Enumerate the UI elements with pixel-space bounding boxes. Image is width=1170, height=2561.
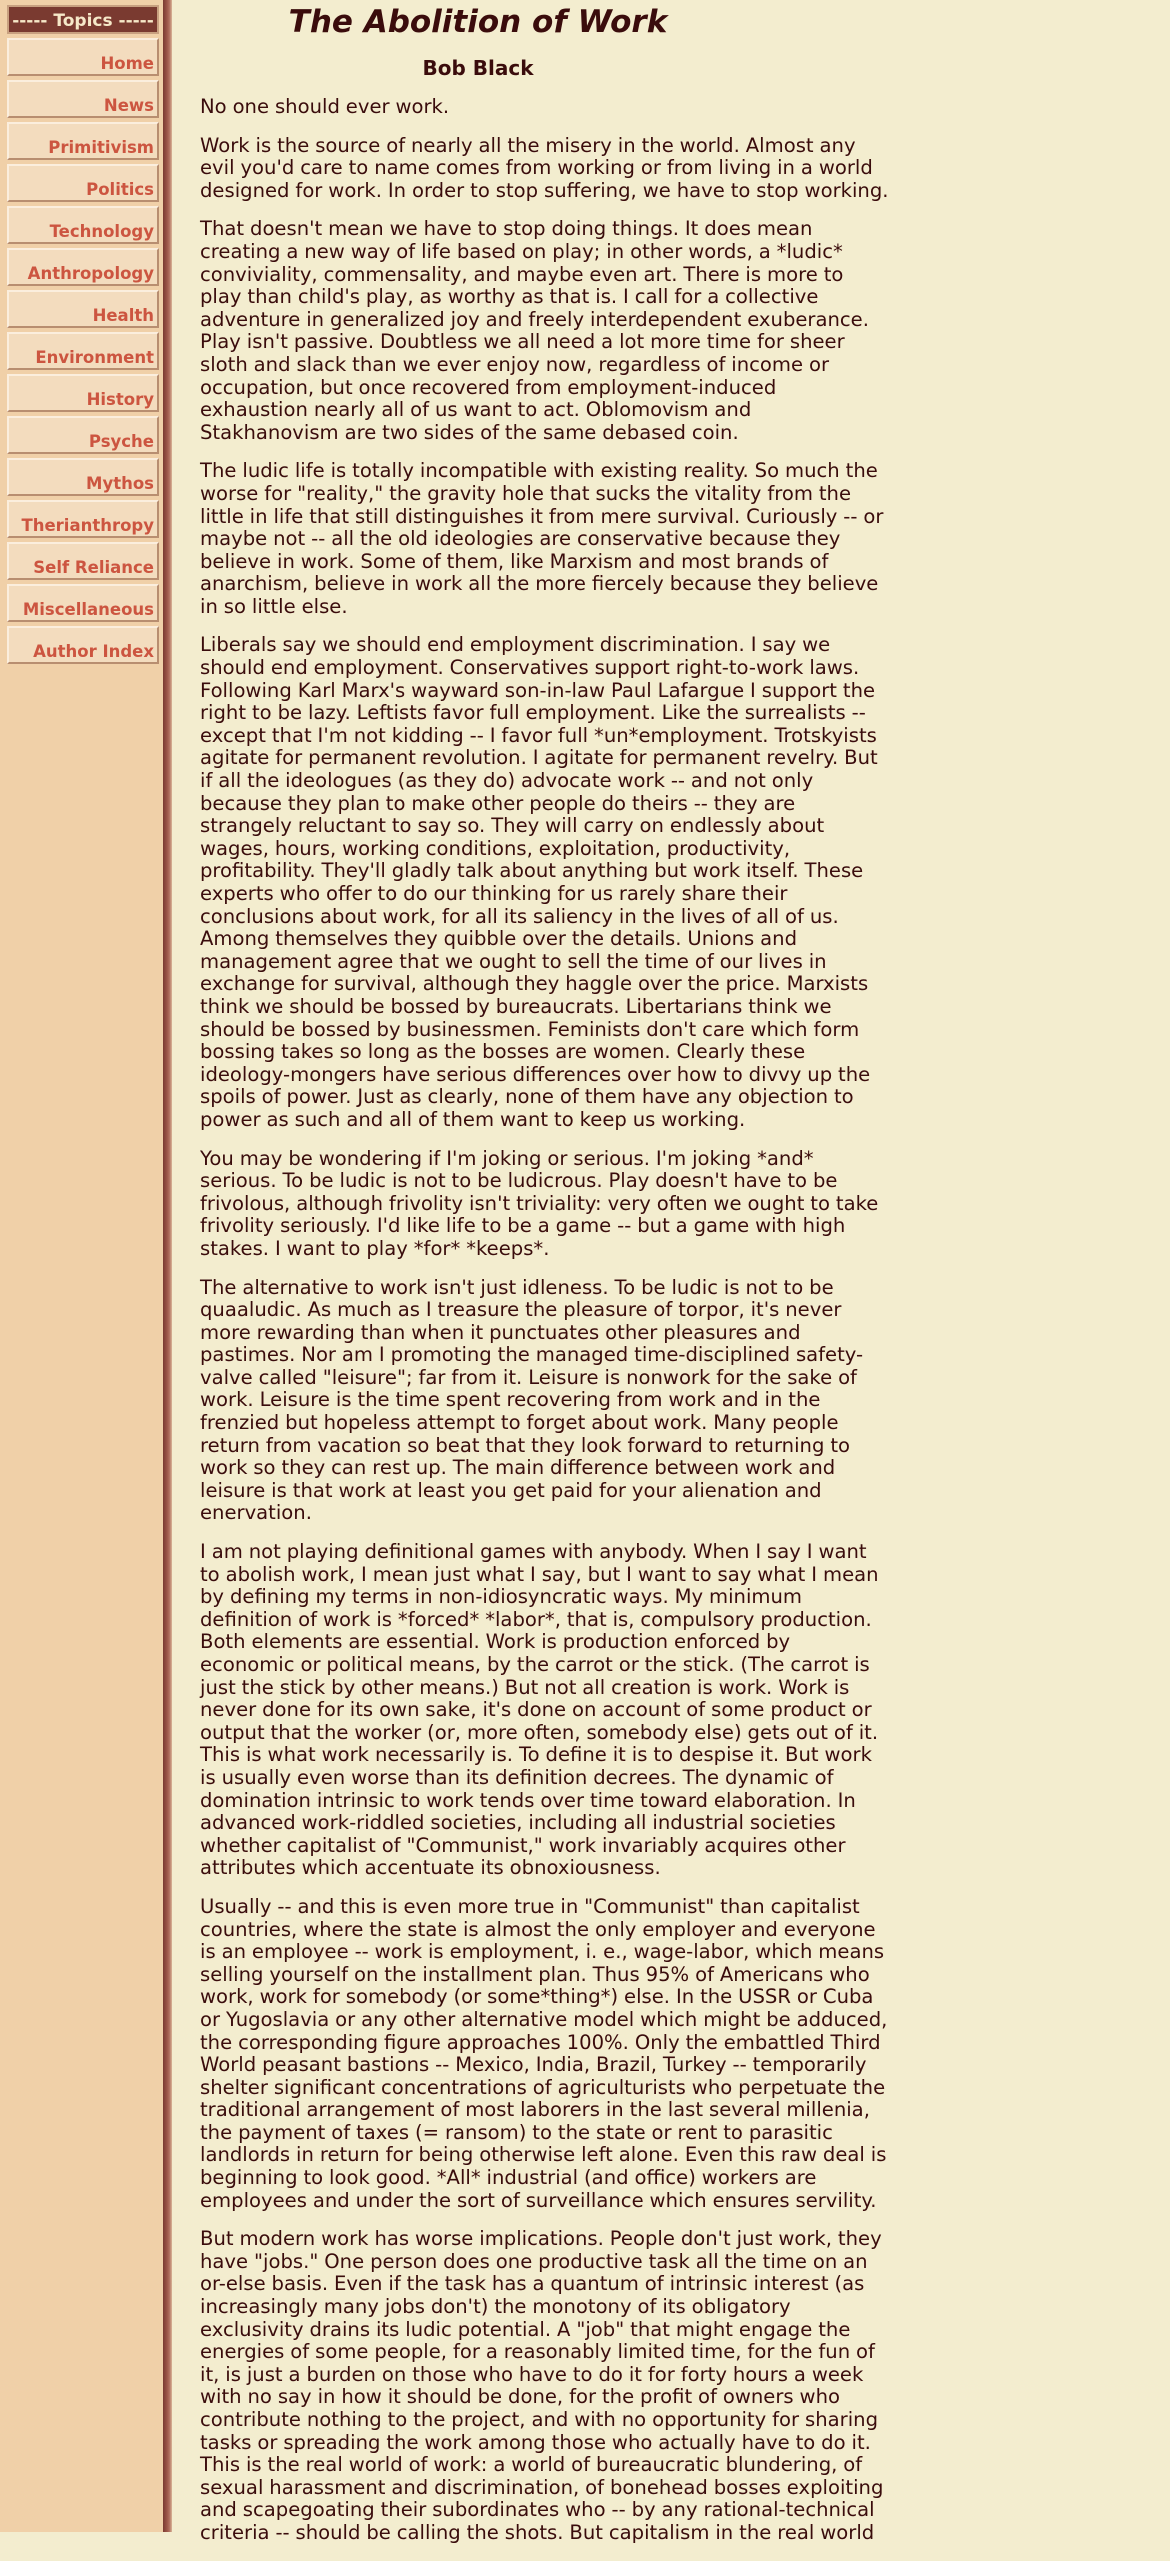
sidebar-item-author-index[interactable]	[7, 626, 159, 664]
paragraph: The alternative to work isn't just idleness. To be ludic is not to be quaaludic. As much as I treasure the pleasure of torpor, it's never more rewarding than when it punctuates other pleasures and pastimes. Nor am I promoting the managed time-disciplined safety-valve called "leisure"; far from it. Leisure is nonwork for the sake of work. Leisure is the time spent recovering from work and in the frenzied but hopeless attempt to forget about work. Many people return from vacation so beat that they look forward to returning to work so they can rest up. The main difference between work and leisure is that work at least you get paid for your alienation and enervation.	[200, 1275, 864, 1525]
paragraph: The ludic life is totally incompatible with existing reality. So much the worse for "reality," the gravity hole that sucks the vitality from the little in life that still distinguishes it from mere survival. Curiously -- or maybe not -- all the old ideologies are conservative because they believe in work. Some of them, like Marxism and most brands of anarchism, believe in work all the more fiercely because they believe in so little else.	[200, 459, 884, 618]
topics-header: ----- Topics -----	[7, 5, 159, 34]
sidebar-item-label[interactable]: Mythos	[86, 474, 154, 493]
sidebar-item-environment[interactable]	[7, 332, 159, 370]
sidebar-item-label[interactable]: Psyche	[88, 432, 154, 451]
sidebar-item-news[interactable]	[7, 80, 159, 118]
sidebar-item-label[interactable]: Self Reliance	[33, 558, 154, 577]
sidebar-item-therianthropy[interactable]	[7, 500, 159, 538]
sidebar-item-technology[interactable]	[7, 206, 159, 244]
sidebar-item-label[interactable]: History	[86, 390, 154, 409]
sidebar-item-label[interactable]: Author Index	[33, 642, 154, 661]
sidebar-item-label[interactable]: Miscellaneous	[22, 600, 154, 619]
sidebar-item-label[interactable]: Therianthropy	[21, 516, 154, 535]
author-name: Bob Black	[422, 56, 534, 80]
paragraph: You may be wondering if I'm joking or serious. I'm joking *and* serious. To be ludic is not to be ludicrous. Play doesn't have to be frivolous, although frivolity isn't triviality: very often we ought to take frivolity seriously. I'd like life to be a game -- but a game with high stakes. I want to play *for* *keeps*.	[200, 1146, 879, 1260]
sidebar-item-anthropology[interactable]	[7, 248, 159, 286]
sidebar-divider	[163, 0, 172, 2532]
paragraph: Usually -- and this is even more true in "Communist" than capitalist countries, where the state is almost the only employer and everyone is an employee -- work is employment, i. e., wage-labor, which means selling yourself on the installment plan. Thus 95% of Americans who work, work for somebody (or some*thing*) else. In the USSR or Cuba or Yugoslavia or any other alternative model which might be adduced, the corresponding figure approaches 100%. Only the embattled Third World peasant bastions -- Mexico, India, Brazil, Turkey -- temporarily shelter significant concentrations of agriculturists who perpetuate the traditional arrangement of most laborers in the last several millenia, the payment of taxes (= ransom) to the state or rent to parasitic landlords in return for being otherwise left alone. Even this raw deal is beginning to look good. *All* industrial (and office) workers are employees and under the sort of surveillance which ensures servility.	[200, 1894, 888, 2212]
paragraph: Work is the source of nearly all the misery in the world. Almost any evil you'd care to name comes from working or from living in a world designed for work. In order to stop suffering, we have to stop working.	[200, 133, 889, 202]
article	[200, 0, 890, 2561]
sidebar-item-health[interactable]	[7, 290, 159, 328]
paragraph: Liberals say we should end employment discrimination. I say we should end employment. Conservatives support right-to-work laws. Following Karl Marx's wayward son-in-law Paul Lafargue I support the right to be lazy. Leftists favor full employment. Like the surrealists -- except that I'm not kidding -- I favor full *un*employment. Trotskyists agitate for permanent revolution. I agitate for permanent revelry. But if all the ideologues (as they do) advocate work -- and not only because they plan to make other people do theirs -- they are strangely reluctant to say so. They will carry on endlessly about wages, hours, working conditions, exploitation, productivity, profitability. They'll gladly talk about anything but work itself. These experts who offer to do our thinking for us rarely share their conclusions about work, for all its saliency in the lives of all of us. Among themselves they quibble over the details. Unions and management agree that we ought to sell the time of our lives in exchange for survival, although they haggle over the price. Marxists think we should be bossed by bureaucrats. Libertarians think we should be bossed by businessmen. Feminists don't care which form bossing takes so long as the bosses are women. Clearly these ideology-mongers have serious differences over how to divvy up the spoils of power. Just as clearly, none of them have any objection to power as such and all of them want to keep us working.	[200, 633, 878, 1131]
sidebar-item-label[interactable]: Primitivism	[48, 138, 154, 157]
paragraph: But modern work has worse implications. People don't just work, they have "jobs." One person does one productive task all the time on an or-else basis. Even if the task has a quantum of intrinsic interest (as increasingly many jobs don't) the monotony of its obligatory exclusivity drains its ludic potential. A "job" that might engage the energies of some people, for a reasonably limited time, for the fun of it, is just a burden on those who have to do it for forty hours a week with no say in how it should be done, for the profit of owners who contribute nothing to the project, and with no opportunity for sharing tasks or spreading the work among those who actually have to do it. This is the real world of work: a world of bureaucratic blundering, of sexual harassment and discrimination, of bonehead bosses exploiting and scapegoating their subordinates who -- by any rational-technical criteria -- should be calling the shots. But capitalism in the real world	[200, 2227, 884, 2544]
sidebar-item-label[interactable]: Environment	[35, 348, 154, 367]
paragraph: I am not playing definitional games with anybody. When I say I want to abolish work, I mean just what I say, but I want to say what I mean by defining my terms in non-idiosyncratic ways. My minimum definition of work is *forced* *labor*, that is, compulsory production. Both elements are essential. Work is production enforced by economic or political means, by the carrot or the stick. (The carrot is just the stick by other means.) But not all creation is work. Work is never done for its own sake, it's done on account of some product or output that the worker (or, more often, somebody else) gets out of it. This is what work necessarily is. To define it is to despise it. But work is usually even worse than its definition decrees. The dynamic of domination intrinsic to work tends over time toward elaboration. In advanced work-riddled societies, including all industrial societies whether capitalist of "Communist," work invariably acquires other attributes which accentuate its obnoxiousness.	[200, 1540, 879, 1880]
sidebar-item-label[interactable]: Health	[92, 306, 154, 325]
sidebar-item-label[interactable]: News	[103, 96, 154, 115]
sidebar-item-psyche[interactable]	[7, 416, 159, 454]
sidebar-item-miscellaneous[interactable]	[7, 584, 159, 622]
topic-list	[7, 38, 159, 664]
sidebar-item-label[interactable]: Anthropology	[27, 264, 154, 283]
paragraph: That doesn't mean we have to stop doing things. It does mean creating a new way of life based on play; in other words, a *ludic* conviviality, commensality, and maybe even art. There is more to play than child's play, as worthy as that is. I call for a collective adventure in generalized joy and freely interdependent exuberance. Play isn't passive. Doubtless we all need a lot more time for sheer sloth and slack than we ever enjoy now, regardless of income or occupation, but once recovered from employment-induced exhaustion nearly all of us want to act. Oblomovism and Stakhanovism are two sides of the same debased coin.	[200, 217, 869, 444]
sidebar-item-primitivism[interactable]	[7, 122, 159, 160]
sidebar-item-label[interactable]: Politics	[86, 180, 154, 199]
sidebar-item-history[interactable]	[7, 374, 159, 412]
article-body	[200, 96, 890, 2545]
sidebar-item-self-reliance[interactable]	[7, 542, 159, 580]
paragraph: No one should ever work.	[200, 95, 450, 118]
sidebar-item-mythos[interactable]	[7, 458, 159, 496]
page-title: The Abolition of Work	[288, 4, 668, 40]
topics-menu	[7, 5, 159, 664]
sidebar-item-label[interactable]: Technology	[49, 222, 154, 241]
sidebar-item-label[interactable]: Home	[100, 54, 154, 73]
sidebar	[0, 0, 163, 2532]
sidebar-item-politics[interactable]	[7, 164, 159, 202]
